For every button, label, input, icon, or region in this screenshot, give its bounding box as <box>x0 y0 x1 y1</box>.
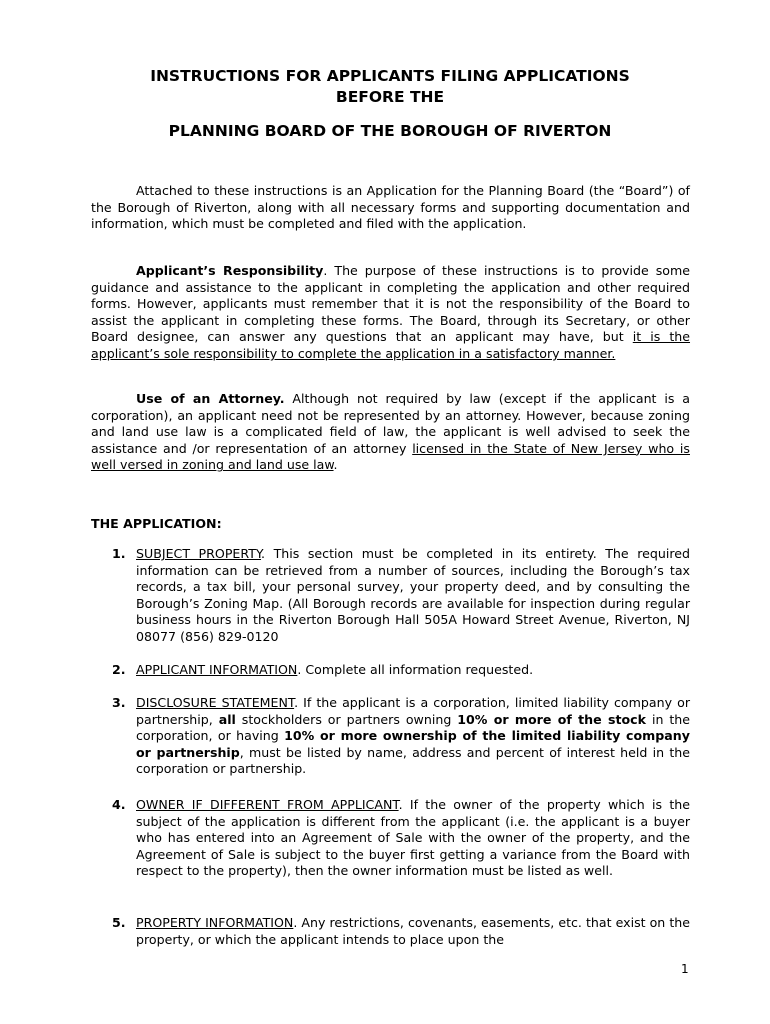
list-item <box>112 695 690 778</box>
item-number: 2. <box>112 662 126 677</box>
responsibility-text: . The purpose of these instructions is to provide some guidance and assistance to the applicant in completing the application and other required forms. However, applicants must remember that it is not the responsibility of the Board to assist the applicant in completing these forms. The Board, through its Secretary, or other Board designee, can answer any questions that an applicant may have, but <box>91 263 690 345</box>
page-number: 1 <box>681 962 689 976</box>
list-item <box>112 546 690 646</box>
item-label: OWNER IF DIFFERENT FROM APPLICANT <box>136 797 399 812</box>
item-bold: 10% or more ownership of the limited liability company or partnership <box>136 728 690 760</box>
item-text: stockholders or partners owning <box>235 711 458 727</box>
item-label: PROPERTY INFORMATION <box>136 915 294 930</box>
list-item <box>112 915 690 948</box>
item-label: DISCLOSURE STATEMENT <box>136 695 295 710</box>
title-line-1: INSTRUCTIONS FOR APPLICANTS FILING APPLICATIONS <box>150 67 630 85</box>
list-item <box>112 797 690 880</box>
item-text: . This section must be completed in its entirety. The required information can be retrieved from a number of sources, including the Borough’s tax records, a tax bill, your personal survey, your property deed, and by consulting the Borough’s Zoning Map. (All Borough records are available for inspection during regular business hours in the Riverton Borough Hall 505A Howard Street Avenue, Riverton, NJ 08077 (856) 829-0120 <box>136 546 690 644</box>
attorney-heading: Use of an Attorney. <box>136 391 285 406</box>
item-number: 5. <box>112 915 126 930</box>
title-line-2: BEFORE THE <box>335 88 445 106</box>
title-line-3: PLANNING BOARD OF THE BOROUGH OF RIVERTON <box>168 122 612 140</box>
section-heading: THE APPLICATION: <box>91 516 222 531</box>
attorney-paragraph <box>91 391 690 474</box>
item-number: 3. <box>112 695 126 710</box>
item-number: 4. <box>112 797 126 812</box>
responsibility-underlined: it is the applicant’s sole responsibility to complete the application in a satisfactory manner. <box>91 329 691 361</box>
responsibility-paragraph <box>91 263 690 363</box>
item-label: SUBJECT PROPERTY <box>136 546 262 561</box>
attorney-underlined: licensed in the State of New Jersey who is well versed in zoning and land use law <box>91 440 690 473</box>
item-text: in the corporation, or having <box>136 711 691 744</box>
item-text: . If the owner of the property which is the subject of the application is different from the applicant (i.e. the applicant is a buyer who has entered into an Agreement of Sale with the owner of the property, and the Agreement of Sale is subject to the buyer first getting a variance from the Board with respect to the property), then the owner information must be listed as well. <box>136 797 690 879</box>
item-bold: 10% or more of the stock <box>457 711 647 727</box>
responsibility-heading: Applicant’s Responsibility <box>136 263 324 278</box>
item-text: . If the applicant is a corporation, limited liability company or partnership, <box>136 695 690 727</box>
document-title <box>90 66 690 108</box>
list-item <box>112 662 690 679</box>
item-bold: all <box>218 711 236 727</box>
attorney-text: Although not required by law (except if the applicant is a corporation), an applicant need not be represented by an attorney. However, because zoning and land use law is a complicated field of law, the applicant is well advised to seek the assistance and /or representation of an attorney <box>91 391 690 456</box>
item-text: . Complete all information requested. <box>297 662 534 677</box>
item-number: 1. <box>112 546 126 561</box>
attorney-end: . <box>333 457 338 473</box>
item-text: . Any restrictions, covenants, easements, etc. that exist on the property, or which the applicant intends to place upon the <box>136 915 690 947</box>
intro-paragraph: Attached to these instructions is an Application for the Planning Board (the “Board”) of the Borough of Riverton, along with all necessary forms and supporting documentation and information, which must be completed and filed with the application. <box>91 183 690 232</box>
item-text: , must be listed by name, address and percent of interest held in the corporation or partnership. <box>136 744 690 777</box>
item-label: APPLICANT INFORMATION <box>136 662 298 677</box>
